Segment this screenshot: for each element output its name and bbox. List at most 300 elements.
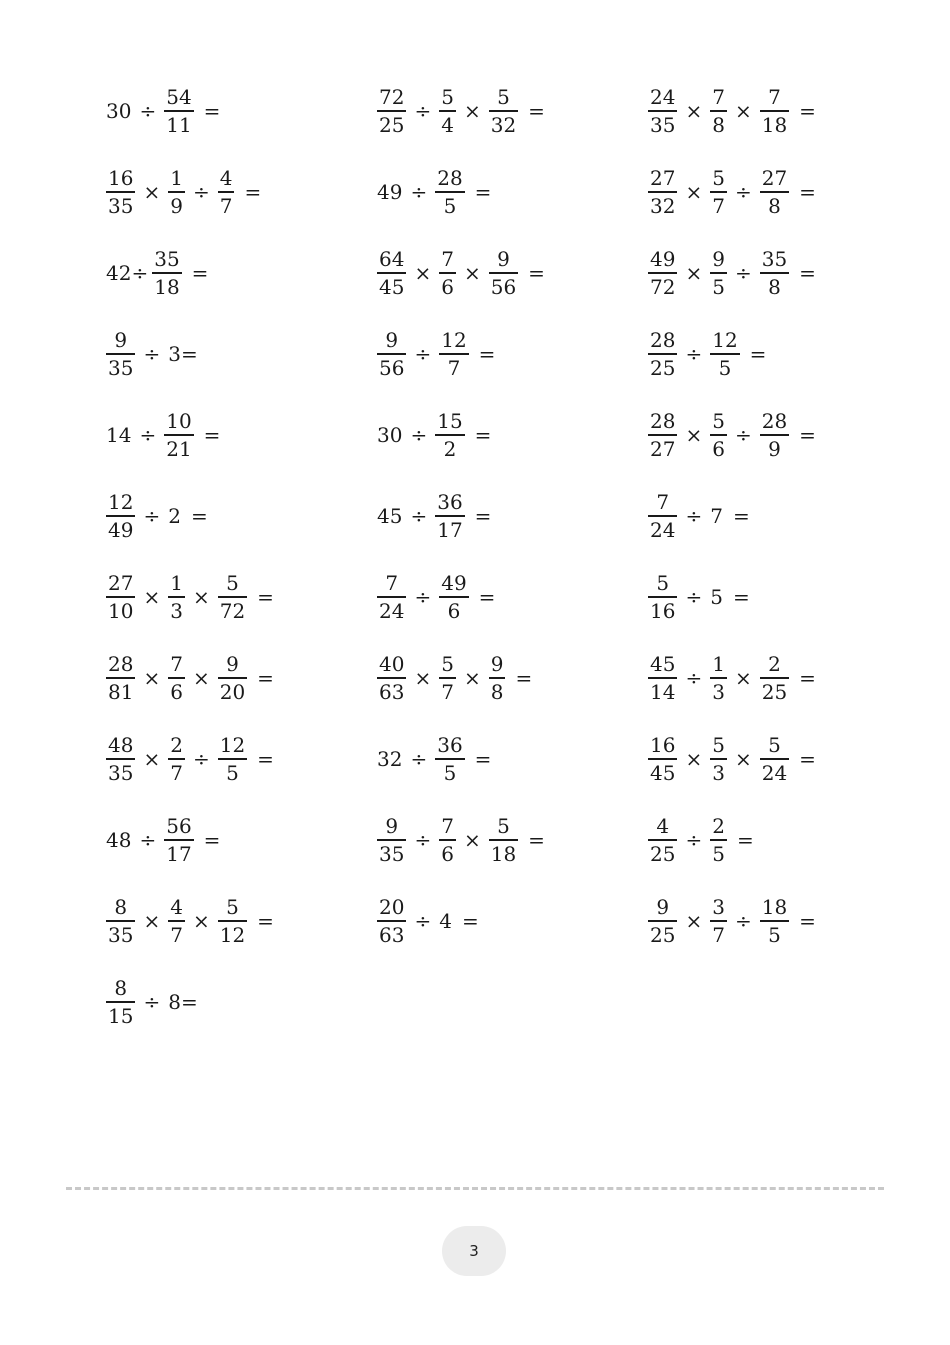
operator: ÷ — [139, 828, 157, 852]
numerator: 49 — [650, 247, 676, 272]
page-number-badge — [442, 1226, 506, 1276]
operator: ÷ — [734, 180, 752, 204]
denominator: 5 — [443, 193, 457, 218]
numerator: 2 — [712, 814, 725, 839]
equals-sign: = — [257, 666, 274, 690]
operator: ÷ — [414, 828, 432, 852]
denominator: 14 — [650, 679, 676, 704]
integer: 48 — [106, 828, 132, 852]
fraction — [710, 894, 727, 947]
problem — [104, 83, 222, 139]
numerator: 18 — [761, 895, 788, 920]
fraction — [439, 570, 468, 623]
operator: × — [463, 99, 481, 123]
operator: × — [685, 99, 703, 123]
numerator: 54 — [166, 85, 192, 110]
denominator: 21 — [166, 436, 192, 461]
fraction — [648, 813, 677, 866]
integer: 30 — [377, 423, 403, 447]
numerator: 1 — [712, 652, 725, 677]
fraction — [168, 165, 185, 218]
denominator: 18 — [154, 274, 180, 299]
numerator: 2 — [170, 733, 183, 758]
numerator: 16 — [650, 733, 676, 758]
denominator: 6 — [441, 841, 454, 866]
numerator: 49 — [441, 571, 467, 596]
integer: 14 — [106, 423, 132, 447]
denominator: 27 — [650, 436, 676, 461]
fraction — [435, 165, 464, 218]
numerator: 7 — [768, 85, 781, 110]
numerator: 56 — [166, 814, 192, 839]
denominator: 63 — [379, 679, 405, 704]
numerator: 5 — [656, 571, 670, 596]
operator: ÷ — [410, 504, 428, 528]
fraction — [648, 246, 677, 299]
fraction — [760, 84, 789, 137]
equals-sign: = — [244, 180, 262, 204]
numerator: 12 — [712, 328, 738, 353]
numerator: 12 — [219, 733, 246, 758]
denominator: 49 — [108, 517, 134, 542]
operator: ÷ — [192, 180, 210, 204]
fraction — [106, 327, 135, 380]
equals-sign: = — [799, 99, 816, 123]
fraction — [218, 570, 247, 623]
denominator: 16 — [650, 598, 676, 623]
problem — [375, 407, 493, 463]
numerator: 7 — [656, 490, 670, 515]
problem — [104, 569, 276, 625]
numerator: 5 — [497, 85, 510, 110]
denominator: 18 — [761, 112, 788, 137]
operator: × — [414, 666, 432, 690]
fraction — [439, 813, 456, 866]
problem — [646, 893, 818, 949]
fraction — [106, 165, 135, 218]
fraction — [106, 894, 135, 947]
fraction — [377, 246, 406, 299]
denominator: 6 — [441, 274, 454, 299]
fraction — [439, 84, 456, 137]
equals-sign: = — [257, 585, 274, 609]
numerator: 9 — [497, 247, 510, 272]
fraction — [439, 327, 468, 380]
numerator: 3 — [712, 895, 725, 920]
fraction — [106, 732, 135, 785]
denominator: 8 — [768, 274, 781, 299]
fraction — [435, 732, 464, 785]
fraction — [648, 165, 677, 218]
problem — [375, 83, 547, 139]
operator: × — [143, 180, 161, 204]
problem — [104, 245, 210, 301]
denominator: 56 — [379, 355, 405, 380]
numerator: 36 — [437, 733, 463, 758]
numerator: 9 — [656, 895, 670, 920]
problem — [646, 245, 818, 301]
numerator: 64 — [379, 247, 405, 272]
operator: × — [143, 585, 161, 609]
operator: × — [685, 423, 703, 447]
problem — [104, 731, 276, 787]
equals-sign: = — [749, 342, 767, 366]
operator: ÷ — [414, 585, 432, 609]
problem — [646, 812, 756, 868]
problem — [646, 164, 818, 220]
denominator: 35 — [108, 355, 134, 380]
fraction — [218, 651, 247, 704]
denominator: 32 — [490, 112, 517, 137]
numerator: 20 — [379, 895, 405, 920]
equals-sign: = — [474, 180, 492, 204]
denominator: 24 — [761, 760, 788, 785]
denominator: 7 — [441, 679, 454, 704]
denominator: 7 — [219, 193, 233, 218]
problem — [646, 569, 752, 625]
integer: 5 — [710, 585, 723, 609]
fraction — [710, 84, 727, 137]
denominator: 45 — [379, 274, 405, 299]
numerator: 1 — [170, 571, 183, 596]
operator: ÷ — [143, 990, 161, 1014]
operator: × — [734, 666, 752, 690]
equals-sign: = — [203, 99, 221, 123]
denominator: 6 — [712, 436, 725, 461]
problem — [104, 164, 263, 220]
problem — [104, 326, 200, 382]
numerator: 72 — [379, 85, 405, 110]
denominator: 35 — [108, 193, 134, 218]
denominator: 6 — [170, 679, 183, 704]
denominator: 7 — [170, 922, 183, 947]
fraction — [106, 975, 135, 1028]
equals-sign: = — [474, 504, 492, 528]
denominator: 25 — [650, 355, 676, 380]
denominator: 35 — [108, 922, 134, 947]
numerator: 9 — [385, 328, 399, 353]
fraction — [106, 489, 135, 542]
operator: ÷ — [414, 909, 432, 933]
problem — [104, 974, 200, 1030]
fraction — [164, 813, 193, 866]
denominator: 24 — [379, 598, 405, 623]
denominator: 35 — [379, 841, 405, 866]
fraction — [710, 732, 727, 785]
problem — [375, 326, 497, 382]
problem — [104, 407, 222, 463]
equals-sign: = — [799, 423, 816, 447]
equals-sign: = — [799, 666, 816, 690]
operator: × — [143, 666, 161, 690]
fraction — [760, 165, 789, 218]
fraction — [710, 246, 727, 299]
fraction — [218, 732, 247, 785]
fraction — [489, 651, 506, 704]
numerator: 5 — [441, 85, 454, 110]
denominator: 8 — [712, 112, 725, 137]
operator: × — [685, 180, 703, 204]
denominator: 5 — [768, 922, 781, 947]
fraction — [377, 651, 406, 704]
fraction — [710, 327, 739, 380]
operator: × — [192, 666, 210, 690]
denominator: 9 — [768, 436, 781, 461]
denominator: 25 — [379, 112, 405, 137]
operator: ÷ — [685, 828, 703, 852]
fraction — [648, 894, 677, 947]
equals-sign: = — [474, 423, 492, 447]
problem — [646, 407, 818, 463]
denominator: 18 — [490, 841, 517, 866]
fraction — [489, 84, 518, 137]
operator: ÷ — [410, 747, 428, 771]
denominator: 72 — [650, 274, 676, 299]
denominator: 7 — [712, 922, 725, 947]
numerator: 36 — [437, 490, 463, 515]
numerator: 5 — [226, 895, 239, 920]
fraction — [377, 813, 406, 866]
numerator: 27 — [108, 571, 134, 596]
numerator: 10 — [166, 409, 192, 434]
equals-sign: = — [191, 261, 209, 285]
dashed-divider — [66, 1187, 884, 1190]
numerator: 15 — [437, 409, 463, 434]
denominator: 9 — [170, 193, 183, 218]
fraction — [760, 246, 789, 299]
denominator: 3 — [712, 760, 725, 785]
denominator: 3 — [712, 679, 725, 704]
equals-sign: = — [203, 423, 221, 447]
integer: 3= — [168, 342, 198, 366]
denominator: 25 — [650, 841, 676, 866]
problem — [646, 731, 818, 787]
numerator: 5 — [712, 409, 725, 434]
fraction — [218, 894, 247, 947]
operator: × — [463, 261, 481, 285]
numerator: 35 — [154, 247, 180, 272]
denominator: 25 — [761, 679, 788, 704]
fraction — [377, 327, 406, 380]
numerator: 8 — [114, 895, 128, 920]
numerator: 35 — [761, 247, 788, 272]
fraction — [439, 651, 456, 704]
fraction — [710, 408, 727, 461]
equals-sign: = — [461, 909, 479, 933]
equals-sign: = — [203, 828, 221, 852]
numerator: 5 — [226, 571, 239, 596]
fraction — [760, 894, 789, 947]
equals-sign: = — [478, 342, 496, 366]
numerator: 28 — [108, 652, 134, 677]
denominator: 25 — [650, 922, 676, 947]
fraction — [648, 327, 677, 380]
problem — [104, 893, 276, 949]
problem — [646, 326, 768, 382]
operator: ÷ — [410, 423, 428, 447]
problem — [104, 488, 210, 544]
problem — [646, 650, 818, 706]
problem — [375, 488, 493, 544]
fraction — [710, 651, 727, 704]
equals-sign: = — [474, 747, 492, 771]
page-number: 3 — [469, 1242, 479, 1260]
equals-sign: = — [799, 180, 816, 204]
numerator: 9 — [490, 652, 504, 677]
denominator: 3 — [170, 598, 183, 623]
operator: ÷ — [685, 666, 703, 690]
operator: × — [685, 747, 703, 771]
equals-sign: = — [736, 828, 754, 852]
problem — [375, 893, 481, 949]
denominator: 7 — [712, 193, 725, 218]
operator: ÷ — [143, 504, 161, 528]
denominator: 6 — [447, 598, 461, 623]
problem — [104, 812, 222, 868]
fraction — [489, 246, 518, 299]
fraction — [164, 84, 193, 137]
fraction — [648, 489, 677, 542]
denominator: 2 — [443, 436, 457, 461]
numerator: 5 — [712, 166, 725, 191]
denominator: 15 — [108, 1003, 134, 1028]
denominator: 45 — [650, 760, 676, 785]
numerator: 12 — [441, 328, 467, 353]
numerator: 24 — [650, 85, 676, 110]
fraction — [377, 570, 406, 623]
problem — [104, 650, 276, 706]
fraction — [710, 165, 727, 218]
denominator: 63 — [379, 922, 405, 947]
denominator: 56 — [490, 274, 517, 299]
fraction — [648, 651, 677, 704]
denominator: 5 — [712, 274, 725, 299]
integer: 7 — [710, 504, 723, 528]
integer: 30 — [106, 99, 132, 123]
problem — [375, 731, 493, 787]
numerator: 28 — [761, 409, 788, 434]
operator: ÷ — [414, 99, 432, 123]
fraction — [168, 732, 185, 785]
fraction — [710, 813, 727, 866]
integer: 42÷ — [106, 261, 149, 285]
denominator: 35 — [108, 760, 134, 785]
equals-sign: = — [257, 909, 274, 933]
numerator: 28 — [650, 328, 676, 353]
operator: × — [143, 747, 161, 771]
operator: ÷ — [685, 585, 703, 609]
denominator: 7 — [170, 760, 183, 785]
denominator: 17 — [166, 841, 192, 866]
problem — [375, 569, 497, 625]
operator: ÷ — [734, 909, 752, 933]
denominator: 8 — [490, 679, 504, 704]
fraction — [760, 732, 789, 785]
fraction — [435, 408, 464, 461]
problem — [375, 812, 547, 868]
fraction — [760, 651, 789, 704]
fraction — [168, 894, 185, 947]
numerator: 45 — [650, 652, 676, 677]
equals-sign: = — [799, 909, 816, 933]
problem — [375, 245, 547, 301]
fraction — [489, 813, 518, 866]
equals-sign: = — [799, 747, 816, 771]
equals-sign: = — [257, 747, 274, 771]
fraction — [648, 732, 677, 785]
numerator: 5 — [768, 733, 781, 758]
numerator: 7 — [712, 85, 725, 110]
numerator: 28 — [437, 166, 463, 191]
integer: 4 — [439, 909, 452, 933]
fraction — [435, 489, 464, 542]
denominator: 20 — [219, 679, 246, 704]
operator: ÷ — [685, 342, 703, 366]
equals-sign: = — [478, 585, 496, 609]
numerator: 9 — [226, 652, 239, 677]
numerator: 7 — [385, 571, 399, 596]
fraction — [168, 651, 185, 704]
fraction — [377, 894, 406, 947]
operator: × — [685, 909, 703, 933]
operator: ÷ — [139, 99, 157, 123]
operator: ÷ — [410, 180, 428, 204]
numerator: 5 — [712, 733, 725, 758]
equals-sign: = — [515, 666, 533, 690]
numerator: 16 — [108, 166, 134, 191]
denominator: 5 — [226, 760, 239, 785]
numerator: 7 — [170, 652, 183, 677]
integer: 32 — [377, 747, 403, 771]
integer: 8= — [168, 990, 198, 1014]
equals-sign: = — [799, 261, 816, 285]
denominator: 10 — [108, 598, 134, 623]
equals-sign: = — [528, 261, 545, 285]
denominator: 32 — [650, 193, 676, 218]
numerator: 48 — [108, 733, 134, 758]
problem — [375, 164, 493, 220]
numerator: 1 — [170, 166, 183, 191]
denominator: 24 — [650, 517, 676, 542]
denominator: 5 — [443, 760, 457, 785]
operator: × — [685, 261, 703, 285]
fraction — [648, 84, 677, 137]
operator: ÷ — [139, 423, 157, 447]
denominator: 5 — [712, 841, 725, 866]
fraction — [377, 84, 406, 137]
problem — [646, 488, 752, 544]
numerator: 40 — [379, 652, 405, 677]
operator: ÷ — [414, 342, 432, 366]
integer: 45 — [377, 504, 403, 528]
problem — [646, 83, 818, 139]
numerator: 4 — [219, 166, 233, 191]
numerator: 9 — [114, 328, 128, 353]
fraction — [218, 165, 235, 218]
equals-sign: = — [528, 828, 545, 852]
operator: × — [734, 99, 752, 123]
operator: × — [463, 666, 481, 690]
denominator: 4 — [441, 112, 454, 137]
problem — [375, 650, 534, 706]
operator: ÷ — [734, 423, 752, 447]
numerator: 27 — [761, 166, 788, 191]
denominator: 72 — [219, 598, 246, 623]
operator: × — [734, 747, 752, 771]
denominator: 8 — [768, 193, 781, 218]
numerator: 5 — [441, 652, 454, 677]
fraction — [439, 246, 456, 299]
